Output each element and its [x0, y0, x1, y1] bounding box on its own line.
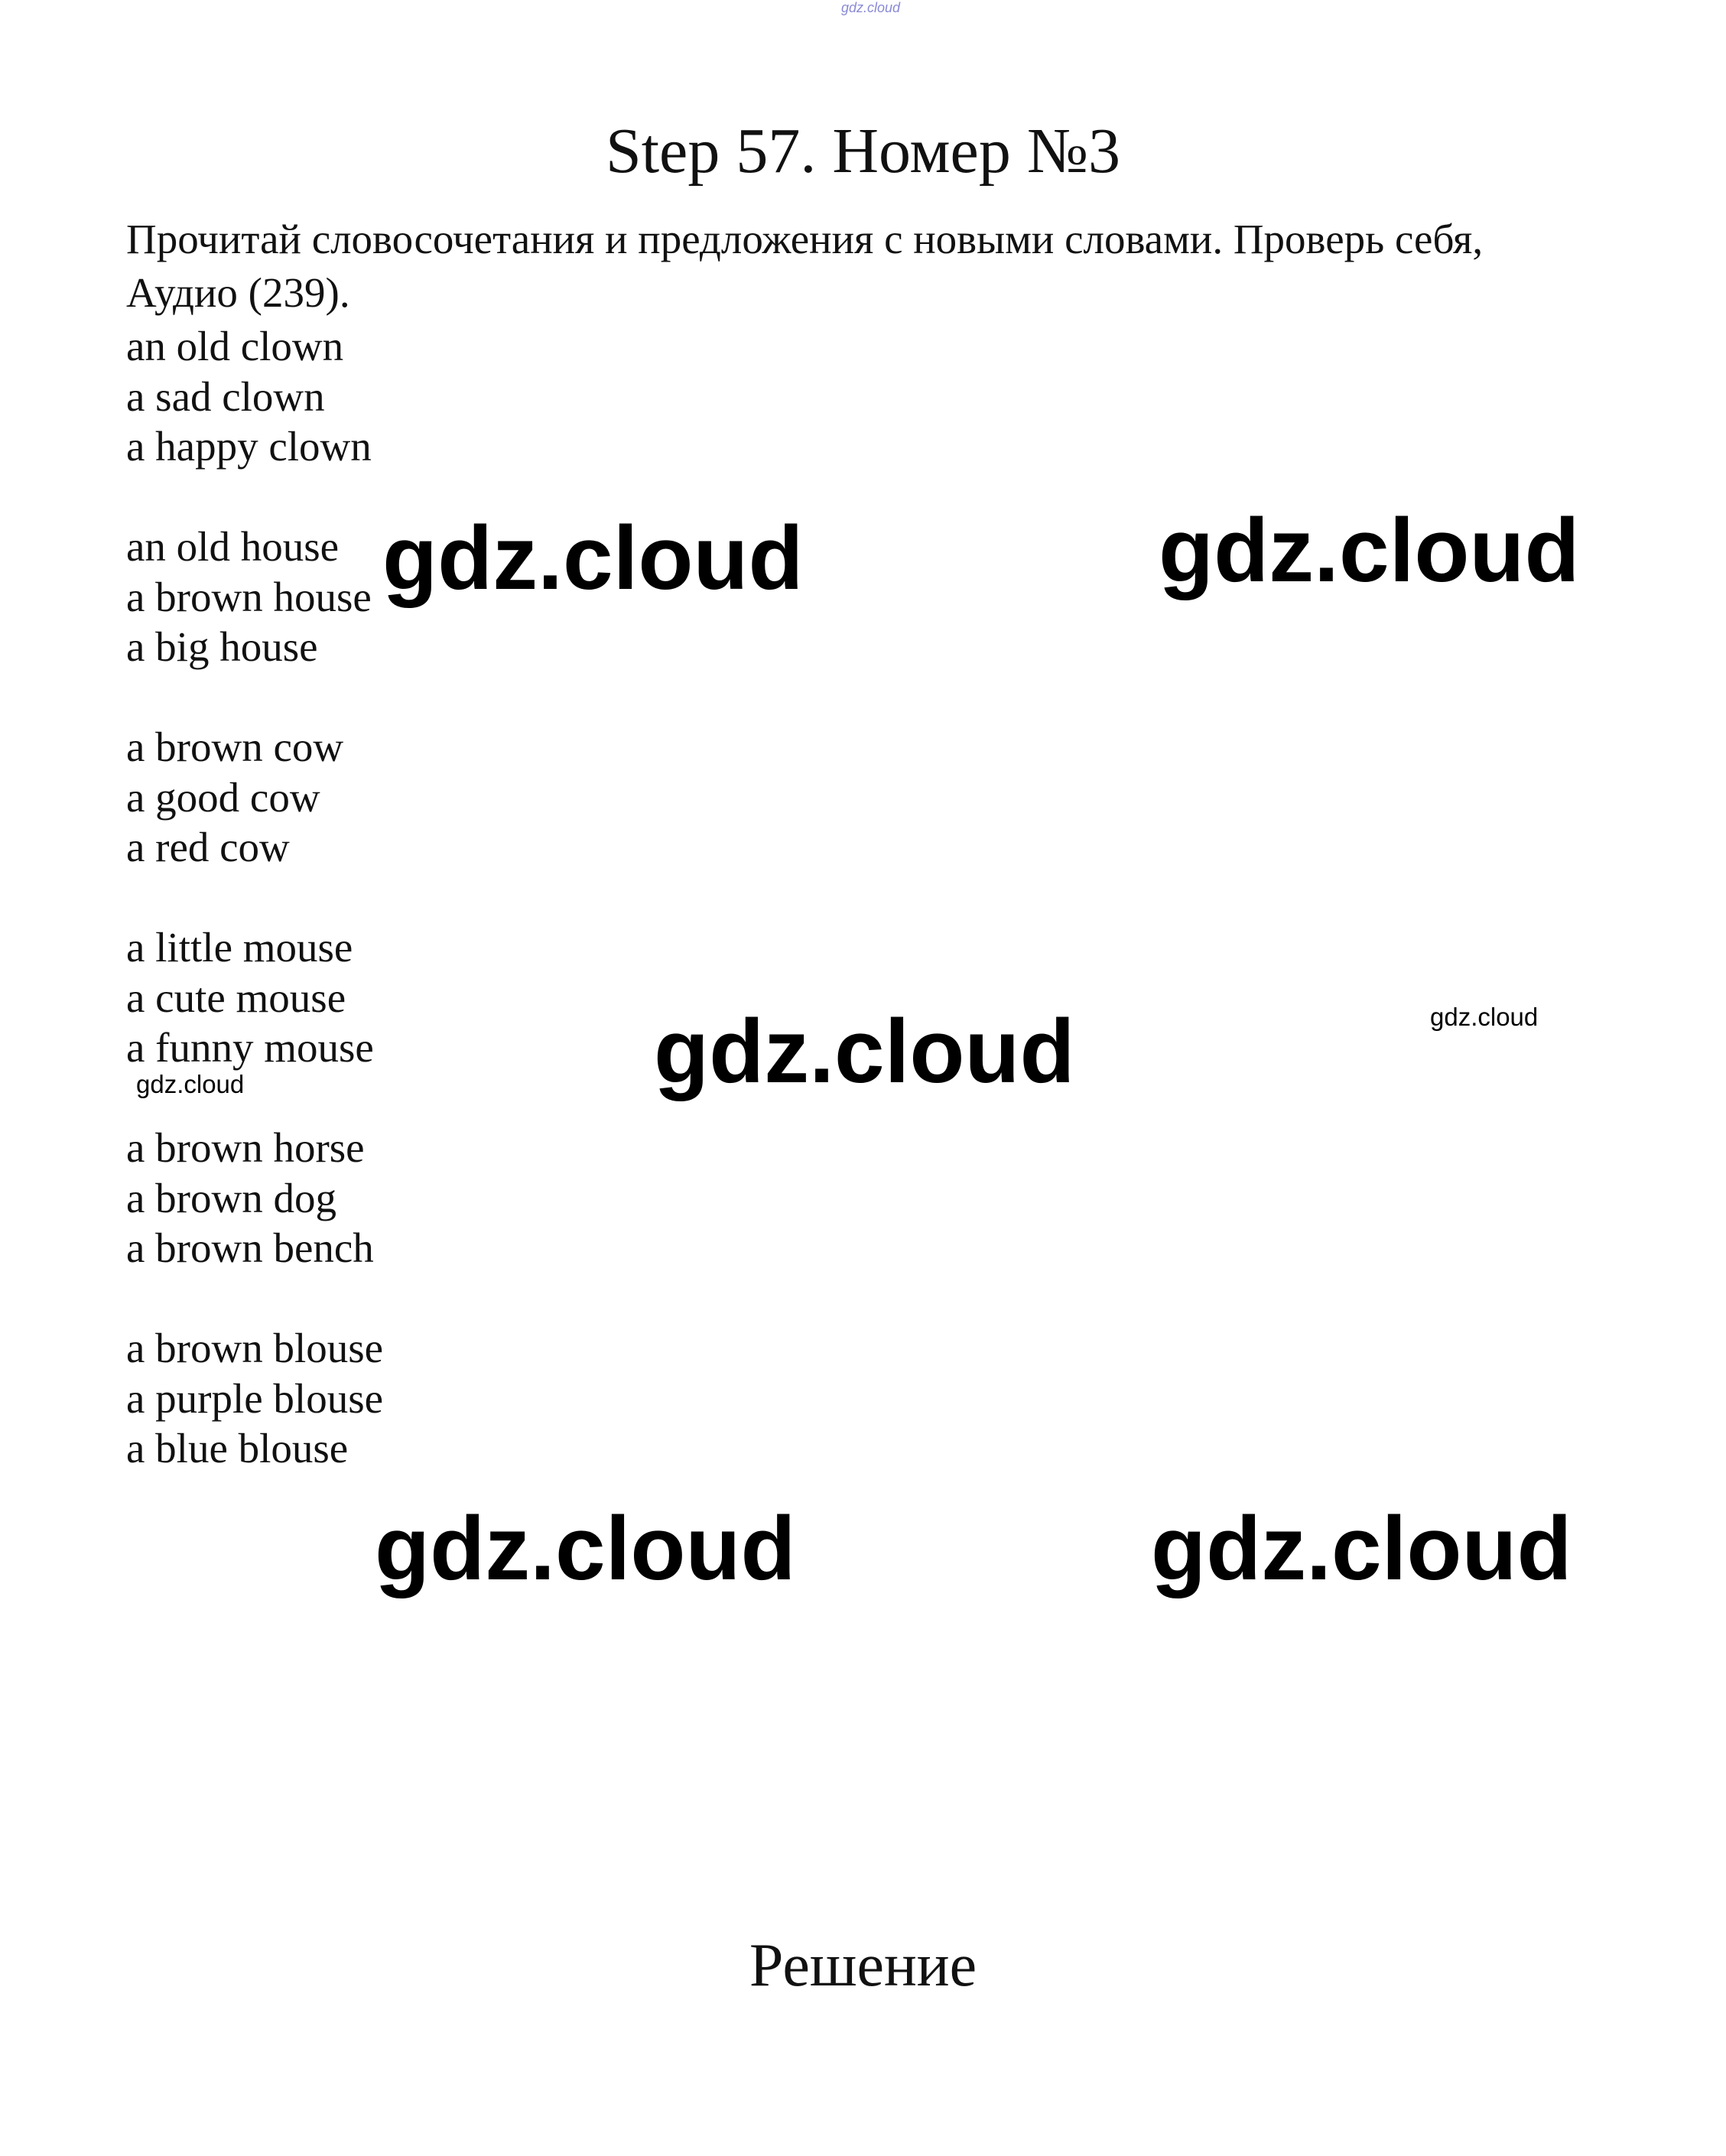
- watermark: gdz.cloud: [1159, 500, 1580, 601]
- phrase-group-house: [126, 522, 383, 672]
- watermark: gdz.cloud: [375, 1498, 796, 1599]
- phrase-item: a good cow: [126, 773, 320, 821]
- top-watermark: gdz.cloud: [841, 0, 901, 15]
- phrase-item: a cute mouse: [126, 974, 346, 1021]
- phrase-item: a brown blouse: [126, 1325, 384, 1371]
- phrase-item: a happy clown: [126, 423, 372, 470]
- phrase-item: a blue blouse: [126, 1425, 349, 1471]
- phrase-item: a purple blouse: [126, 1374, 384, 1422]
- phrase-list: [126, 321, 383, 1474]
- phrase-item: a brown cow: [126, 724, 344, 770]
- phrase-group-mouse: [126, 922, 383, 1073]
- phrase-item: a funny mouse: [126, 1024, 374, 1071]
- phrase-group-cow: [126, 722, 383, 873]
- phrase-item: a sad clown: [126, 372, 325, 420]
- phrase-item: a brown bench: [126, 1224, 374, 1271]
- phrase-item: an old clown: [126, 323, 344, 369]
- page-title: Step 57. Номер №3: [606, 115, 1120, 187]
- phrase-group-blouse: [126, 1323, 383, 1474]
- phrase-item: a brown horse: [126, 1124, 365, 1171]
- solution-heading: Решение: [749, 1932, 977, 1999]
- phrase-item: an old house: [126, 523, 340, 570]
- watermark: gdz.cloud: [136, 1070, 245, 1098]
- phrase-item: a big house: [126, 623, 318, 670]
- phrase-group-brown: [126, 1123, 383, 1273]
- watermark: gdz.cloud: [382, 508, 804, 609]
- task-instruction: Прочитай словосочетания и предложения с новыми словами. Проверь себя, Аудио (239).: [126, 216, 1484, 316]
- phrase-item: a red cow: [126, 824, 290, 870]
- watermark: gdz.cloud: [654, 1001, 1075, 1102]
- phrase-group-clown: [126, 321, 383, 472]
- phrase-item: a brown house: [126, 573, 372, 620]
- watermark: gdz.cloud: [1430, 1003, 1539, 1031]
- phrase-item: a little mouse: [126, 924, 353, 971]
- watermark: gdz.cloud: [1151, 1498, 1572, 1599]
- phrase-item: a brown dog: [126, 1174, 336, 1221]
